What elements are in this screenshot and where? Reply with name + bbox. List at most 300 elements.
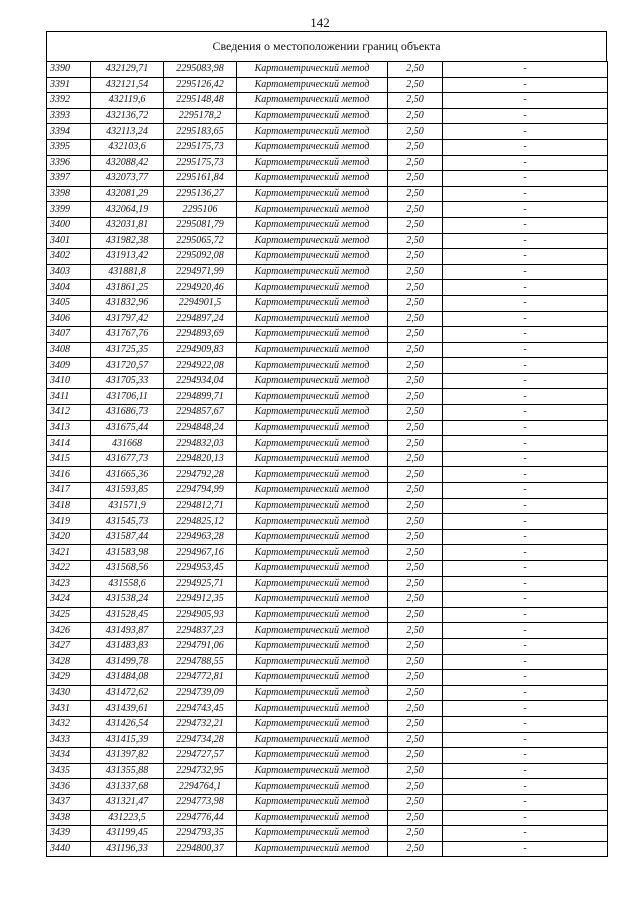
table-row [47, 654, 608, 670]
table-row [47, 264, 608, 280]
accuracy-cell: 2,50 [388, 108, 443, 124]
accuracy-cell: 2,50 [388, 467, 443, 483]
method-cell: Картометрический метод [237, 826, 388, 842]
table-row [47, 701, 608, 717]
method-cell: Картометрический метод [237, 62, 388, 78]
method-cell: Картометрический метод [237, 623, 388, 639]
y-coordinate-cell: 2294953,45 [164, 561, 237, 577]
method-cell: Картометрический метод [237, 732, 388, 748]
accuracy-cell: 2,50 [388, 810, 443, 826]
description-cell: - [443, 763, 608, 779]
description-cell: - [443, 654, 608, 670]
accuracy-cell: 2,50 [388, 420, 443, 436]
y-coordinate-cell: 2294788,55 [164, 654, 237, 670]
x-coordinate-cell: 431196,33 [91, 841, 164, 857]
description-cell: - [443, 373, 608, 389]
accuracy-cell: 2,50 [388, 763, 443, 779]
table-row [47, 108, 608, 124]
method-cell: Картометрический метод [237, 592, 388, 608]
x-coordinate-cell: 431587,44 [91, 529, 164, 545]
accuracy-cell: 2,50 [388, 358, 443, 374]
table-row [47, 295, 608, 311]
table-row [47, 545, 608, 561]
table-row [47, 748, 608, 764]
point-number-cell: 3412 [47, 405, 91, 421]
y-coordinate-cell: 2294791,06 [164, 638, 237, 654]
table-row [47, 202, 608, 218]
y-coordinate-cell: 2295065,72 [164, 233, 237, 249]
y-coordinate-cell: 2294893,69 [164, 327, 237, 343]
method-cell: Картометрический метод [237, 794, 388, 810]
method-cell: Картометрический метод [237, 529, 388, 545]
y-coordinate-cell: 2294794,99 [164, 483, 237, 499]
y-coordinate-cell: 2294820,13 [164, 451, 237, 467]
description-cell: - [443, 124, 608, 140]
table-row [47, 186, 608, 202]
method-cell: Картометрический метод [237, 701, 388, 717]
table-row [47, 810, 608, 826]
description-cell: - [443, 779, 608, 795]
point-number-cell: 3390 [47, 62, 91, 78]
accuracy-cell: 2,50 [388, 576, 443, 592]
description-cell: - [443, 77, 608, 93]
accuracy-cell: 2,50 [388, 451, 443, 467]
method-cell: Картометрический метод [237, 202, 388, 218]
table-row [47, 779, 608, 795]
y-coordinate-cell: 2294776,44 [164, 810, 237, 826]
accuracy-cell: 2,50 [388, 514, 443, 530]
point-number-cell: 3436 [47, 779, 91, 795]
point-number-cell: 3404 [47, 280, 91, 296]
table-row [47, 342, 608, 358]
description-cell: - [443, 171, 608, 187]
page-number: 142 [310, 15, 330, 30]
point-number-cell: 3440 [47, 841, 91, 857]
description-cell: - [443, 389, 608, 405]
accuracy-cell: 2,50 [388, 685, 443, 701]
y-coordinate-cell: 2294899,71 [164, 389, 237, 405]
point-number-cell: 3428 [47, 654, 91, 670]
accuracy-cell: 2,50 [388, 311, 443, 327]
table-row [47, 249, 608, 265]
accuracy-cell: 2,50 [388, 607, 443, 623]
accuracy-cell: 2,50 [388, 295, 443, 311]
x-coordinate-cell: 431439,61 [91, 701, 164, 717]
y-coordinate-cell: 2294793,35 [164, 826, 237, 842]
point-number-cell: 3415 [47, 451, 91, 467]
description-cell: - [443, 483, 608, 499]
accuracy-cell: 2,50 [388, 498, 443, 514]
x-coordinate-cell: 431321,47 [91, 794, 164, 810]
y-coordinate-cell: 2294764,1 [164, 779, 237, 795]
table-row [47, 592, 608, 608]
accuracy-cell: 2,50 [388, 592, 443, 608]
y-coordinate-cell: 2294773,98 [164, 794, 237, 810]
boundary-coordinates-table [46, 61, 608, 857]
table-row [47, 436, 608, 452]
point-number-cell: 3434 [47, 748, 91, 764]
accuracy-cell: 2,50 [388, 701, 443, 717]
accuracy-cell: 2,50 [388, 342, 443, 358]
point-number-cell: 3402 [47, 249, 91, 265]
table-row [47, 685, 608, 701]
accuracy-cell: 2,50 [388, 529, 443, 545]
x-coordinate-cell: 431861,25 [91, 280, 164, 296]
point-number-cell: 3430 [47, 685, 91, 701]
x-coordinate-cell: 431571,9 [91, 498, 164, 514]
accuracy-cell: 2,50 [388, 748, 443, 764]
table-row [47, 638, 608, 654]
table-row [47, 155, 608, 171]
method-cell: Картометрический метод [237, 373, 388, 389]
description-cell: - [443, 467, 608, 483]
y-coordinate-cell: 2295126,42 [164, 77, 237, 93]
x-coordinate-cell: 431677,73 [91, 451, 164, 467]
accuracy-cell: 2,50 [388, 623, 443, 639]
x-coordinate-cell: 431675,44 [91, 420, 164, 436]
method-cell: Картометрический метод [237, 685, 388, 701]
accuracy-cell: 2,50 [388, 779, 443, 795]
y-coordinate-cell: 2294800,37 [164, 841, 237, 857]
x-coordinate-cell: 431483,83 [91, 638, 164, 654]
y-coordinate-cell: 2294922,08 [164, 358, 237, 374]
point-number-cell: 3432 [47, 716, 91, 732]
point-number-cell: 3394 [47, 124, 91, 140]
x-coordinate-cell: 432064,19 [91, 202, 164, 218]
accuracy-cell: 2,50 [388, 638, 443, 654]
x-coordinate-cell: 431538,24 [91, 592, 164, 608]
accuracy-cell: 2,50 [388, 264, 443, 280]
method-cell: Картометрический метод [237, 217, 388, 233]
method-cell: Картометрический метод [237, 638, 388, 654]
y-coordinate-cell: 2294897,24 [164, 311, 237, 327]
point-number-cell: 3414 [47, 436, 91, 452]
accuracy-cell: 2,50 [388, 826, 443, 842]
method-cell: Картометрический метод [237, 748, 388, 764]
table-row [47, 358, 608, 374]
description-cell: - [443, 264, 608, 280]
description-cell: - [443, 280, 608, 296]
table-row [47, 763, 608, 779]
accuracy-cell: 2,50 [388, 732, 443, 748]
description-cell: - [443, 233, 608, 249]
table-row [47, 529, 608, 545]
point-number-cell: 3422 [47, 561, 91, 577]
method-cell: Картометрический метод [237, 264, 388, 280]
point-number-cell: 3393 [47, 108, 91, 124]
table-row [47, 93, 608, 109]
description-cell: - [443, 93, 608, 109]
method-cell: Картометрический метод [237, 342, 388, 358]
point-number-cell: 3391 [47, 77, 91, 93]
table-row [47, 62, 608, 78]
point-number-cell: 3395 [47, 139, 91, 155]
method-cell: Картометрический метод [237, 155, 388, 171]
x-coordinate-cell: 431337,68 [91, 779, 164, 795]
x-coordinate-cell: 431493,87 [91, 623, 164, 639]
x-coordinate-cell: 431668 [91, 436, 164, 452]
description-cell: - [443, 62, 608, 78]
description-cell: - [443, 826, 608, 842]
table-row [47, 451, 608, 467]
accuracy-cell: 2,50 [388, 545, 443, 561]
y-coordinate-cell: 2295081,79 [164, 217, 237, 233]
y-coordinate-cell: 2294963,28 [164, 529, 237, 545]
y-coordinate-cell: 2294848,24 [164, 420, 237, 436]
point-number-cell: 3429 [47, 670, 91, 686]
y-coordinate-cell: 2294905,93 [164, 607, 237, 623]
method-cell: Картометрический метод [237, 93, 388, 109]
y-coordinate-cell: 2295106 [164, 202, 237, 218]
point-number-cell: 3413 [47, 420, 91, 436]
point-number-cell: 3431 [47, 701, 91, 717]
accuracy-cell: 2,50 [388, 93, 443, 109]
description-cell: - [443, 139, 608, 155]
table-row [47, 124, 608, 140]
table-title: Сведения о местоположении границ объекта [212, 39, 441, 53]
table-row [47, 77, 608, 93]
y-coordinate-cell: 2294912,35 [164, 592, 237, 608]
description-cell: - [443, 701, 608, 717]
method-cell: Картометрический метод [237, 186, 388, 202]
x-coordinate-cell: 432073,77 [91, 171, 164, 187]
x-coordinate-cell: 431558,6 [91, 576, 164, 592]
table-row [47, 561, 608, 577]
description-cell: - [443, 202, 608, 218]
x-coordinate-cell: 431725,35 [91, 342, 164, 358]
point-number-cell: 3408 [47, 342, 91, 358]
point-number-cell: 3417 [47, 483, 91, 499]
accuracy-cell: 2,50 [388, 654, 443, 670]
method-cell: Картометрический метод [237, 561, 388, 577]
method-cell: Картометрический метод [237, 249, 388, 265]
method-cell: Картометрический метод [237, 420, 388, 436]
point-number-cell: 3396 [47, 155, 91, 171]
description-cell: - [443, 358, 608, 374]
point-number-cell: 3398 [47, 186, 91, 202]
y-coordinate-cell: 2295178,2 [164, 108, 237, 124]
method-cell: Картометрический метод [237, 389, 388, 405]
y-coordinate-cell: 2294971,99 [164, 264, 237, 280]
method-cell: Картометрический метод [237, 841, 388, 857]
y-coordinate-cell: 2295136,27 [164, 186, 237, 202]
y-coordinate-cell: 2295175,73 [164, 155, 237, 171]
accuracy-cell: 2,50 [388, 62, 443, 78]
accuracy-cell: 2,50 [388, 155, 443, 171]
method-cell: Картометрический метод [237, 233, 388, 249]
point-number-cell: 3400 [47, 217, 91, 233]
point-number-cell: 3433 [47, 732, 91, 748]
accuracy-cell: 2,50 [388, 436, 443, 452]
description-cell: - [443, 405, 608, 421]
table-row [47, 576, 608, 592]
y-coordinate-cell: 2295175,73 [164, 139, 237, 155]
accuracy-cell: 2,50 [388, 233, 443, 249]
x-coordinate-cell: 432119,6 [91, 93, 164, 109]
x-coordinate-cell: 431199,45 [91, 826, 164, 842]
description-cell: - [443, 607, 608, 623]
description-cell: - [443, 311, 608, 327]
method-cell: Картометрический метод [237, 436, 388, 452]
y-coordinate-cell: 2294832,03 [164, 436, 237, 452]
y-coordinate-cell: 2295092,08 [164, 249, 237, 265]
x-coordinate-cell: 431397,82 [91, 748, 164, 764]
table-row [47, 420, 608, 436]
x-coordinate-cell: 431720,57 [91, 358, 164, 374]
point-number-cell: 3438 [47, 810, 91, 826]
point-number-cell: 3426 [47, 623, 91, 639]
point-number-cell: 3435 [47, 763, 91, 779]
description-cell: - [443, 420, 608, 436]
point-number-cell: 3439 [47, 826, 91, 842]
x-coordinate-cell: 432088,42 [91, 155, 164, 171]
accuracy-cell: 2,50 [388, 124, 443, 140]
point-number-cell: 3411 [47, 389, 91, 405]
x-coordinate-cell: 431982,38 [91, 233, 164, 249]
y-coordinate-cell: 2294792,28 [164, 467, 237, 483]
y-coordinate-cell: 2295083,98 [164, 62, 237, 78]
accuracy-cell: 2,50 [388, 373, 443, 389]
description-cell: - [443, 327, 608, 343]
point-number-cell: 3425 [47, 607, 91, 623]
table-row [47, 483, 608, 499]
y-coordinate-cell: 2295148,48 [164, 93, 237, 109]
x-coordinate-cell: 431797,42 [91, 311, 164, 327]
method-cell: Картометрический метод [237, 545, 388, 561]
x-coordinate-cell: 431832,96 [91, 295, 164, 311]
y-coordinate-cell: 2294812,71 [164, 498, 237, 514]
table-row [47, 373, 608, 389]
method-cell: Картометрический метод [237, 139, 388, 155]
point-number-cell: 3420 [47, 529, 91, 545]
x-coordinate-cell: 431499,78 [91, 654, 164, 670]
point-number-cell: 3401 [47, 233, 91, 249]
method-cell: Картометрический метод [237, 779, 388, 795]
y-coordinate-cell: 2294920,46 [164, 280, 237, 296]
table-row [47, 514, 608, 530]
point-number-cell: 3406 [47, 311, 91, 327]
accuracy-cell: 2,50 [388, 327, 443, 343]
description-cell: - [443, 249, 608, 265]
x-coordinate-cell: 431767,76 [91, 327, 164, 343]
point-number-cell: 3410 [47, 373, 91, 389]
y-coordinate-cell: 2294743,45 [164, 701, 237, 717]
method-cell: Картометрический метод [237, 810, 388, 826]
x-coordinate-cell: 431355,88 [91, 763, 164, 779]
y-coordinate-cell: 2294772,81 [164, 670, 237, 686]
y-coordinate-cell: 2294901,5 [164, 295, 237, 311]
method-cell: Картометрический метод [237, 514, 388, 530]
point-number-cell: 3409 [47, 358, 91, 374]
method-cell: Картометрический метод [237, 483, 388, 499]
x-coordinate-cell: 432136,72 [91, 108, 164, 124]
method-cell: Картометрический метод [237, 124, 388, 140]
x-coordinate-cell: 432113,24 [91, 124, 164, 140]
x-coordinate-cell: 432031,81 [91, 217, 164, 233]
x-coordinate-cell: 431583,98 [91, 545, 164, 561]
description-cell: - [443, 342, 608, 358]
y-coordinate-cell: 2295161,84 [164, 171, 237, 187]
x-coordinate-cell: 431528,45 [91, 607, 164, 623]
method-cell: Картометрический метод [237, 280, 388, 296]
point-number-cell: 3403 [47, 264, 91, 280]
description-cell: - [443, 810, 608, 826]
accuracy-cell: 2,50 [388, 389, 443, 405]
method-cell: Картометрический метод [237, 670, 388, 686]
description-cell: - [443, 685, 608, 701]
point-number-cell: 3423 [47, 576, 91, 592]
point-number-cell: 3437 [47, 794, 91, 810]
table-row [47, 826, 608, 842]
table-row [47, 217, 608, 233]
table-row [47, 670, 608, 686]
point-number-cell: 3418 [47, 498, 91, 514]
point-number-cell: 3416 [47, 467, 91, 483]
table-row [47, 467, 608, 483]
description-cell: - [443, 436, 608, 452]
method-cell: Картометрический метод [237, 576, 388, 592]
y-coordinate-cell: 2294734,28 [164, 732, 237, 748]
table-row [47, 233, 608, 249]
method-cell: Картометрический метод [237, 498, 388, 514]
table-row [47, 171, 608, 187]
table-row [47, 716, 608, 732]
x-coordinate-cell: 431223,5 [91, 810, 164, 826]
method-cell: Картометрический метод [237, 77, 388, 93]
method-cell: Картометрический метод [237, 295, 388, 311]
method-cell: Картометрический метод [237, 763, 388, 779]
point-number-cell: 3427 [47, 638, 91, 654]
point-number-cell: 3397 [47, 171, 91, 187]
description-cell: - [443, 108, 608, 124]
point-number-cell: 3424 [47, 592, 91, 608]
y-coordinate-cell: 2294857,67 [164, 405, 237, 421]
x-coordinate-cell: 431665,36 [91, 467, 164, 483]
x-coordinate-cell: 431484,08 [91, 670, 164, 686]
description-cell: - [443, 732, 608, 748]
accuracy-cell: 2,50 [388, 186, 443, 202]
x-coordinate-cell: 431545,73 [91, 514, 164, 530]
x-coordinate-cell: 432103,6 [91, 139, 164, 155]
x-coordinate-cell: 431705,33 [91, 373, 164, 389]
description-cell: - [443, 155, 608, 171]
accuracy-cell: 2,50 [388, 139, 443, 155]
description-cell: - [443, 295, 608, 311]
table-row [47, 607, 608, 623]
y-coordinate-cell: 2294934,04 [164, 373, 237, 389]
x-coordinate-cell: 431686,73 [91, 405, 164, 421]
method-cell: Картометрический метод [237, 607, 388, 623]
method-cell: Картометрический метод [237, 451, 388, 467]
x-coordinate-cell: 431706,11 [91, 389, 164, 405]
table-row [47, 327, 608, 343]
description-cell: - [443, 529, 608, 545]
table-row [47, 841, 608, 857]
table-row [47, 794, 608, 810]
table-row [47, 311, 608, 327]
accuracy-cell: 2,50 [388, 561, 443, 577]
accuracy-cell: 2,50 [388, 171, 443, 187]
accuracy-cell: 2,50 [388, 794, 443, 810]
method-cell: Картометрический метод [237, 327, 388, 343]
method-cell: Картометрический метод [237, 654, 388, 670]
accuracy-cell: 2,50 [388, 405, 443, 421]
method-cell: Картометрический метод [237, 171, 388, 187]
table-row [47, 498, 608, 514]
accuracy-cell: 2,50 [388, 483, 443, 499]
table-row [47, 732, 608, 748]
y-coordinate-cell: 2294732,95 [164, 763, 237, 779]
